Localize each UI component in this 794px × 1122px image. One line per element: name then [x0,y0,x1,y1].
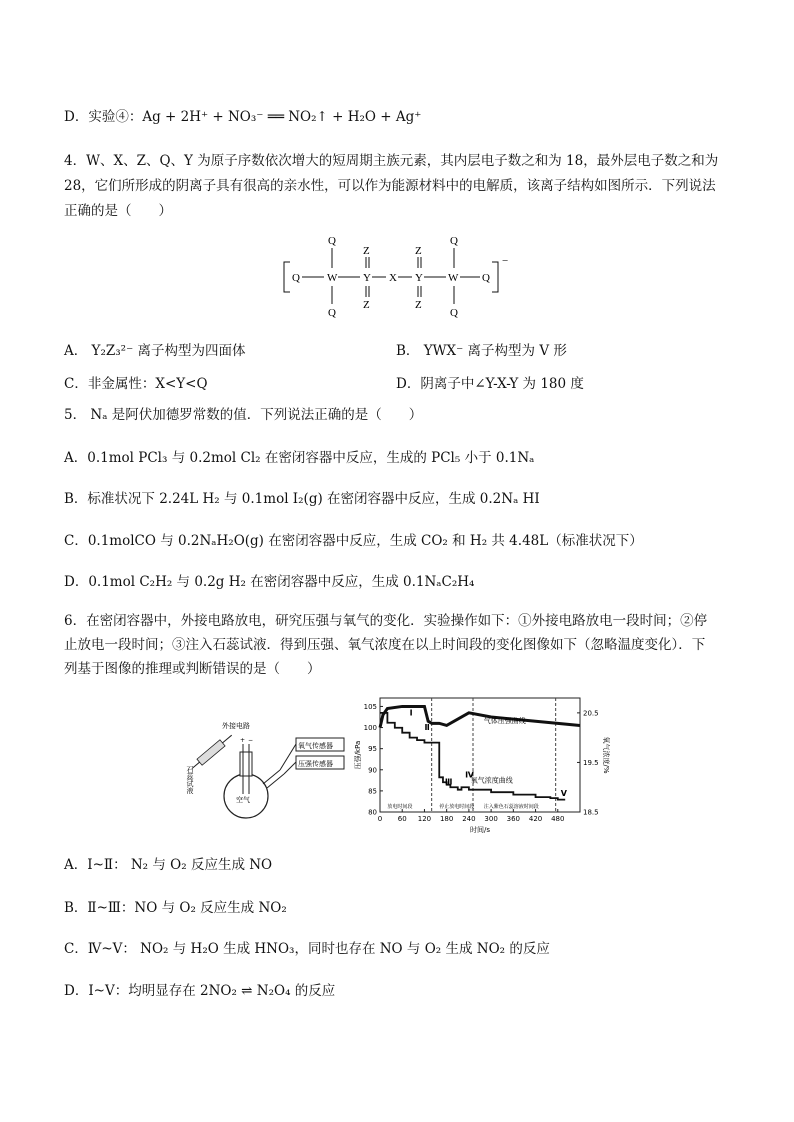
y-tick-label: 95 [368,745,377,754]
q4-option-b: B． YWX⁻ 离子构型为 V 形 [396,343,567,359]
q5-option-d: D．0.1mol C₂H₂ 与 0.2g H₂ 在密闭容器中反应，生成 0.1NₐC₂H₄ [64,574,475,590]
annotation-stop: 停止放电时间段 [439,804,475,810]
apparatus-figure [188,714,348,824]
svg-text:Q: Q [328,307,336,319]
pressure-sensor-label: 压强传感器 [298,760,333,768]
phase-label: Ⅱ [424,723,430,733]
charge-sign: − [502,255,509,267]
svg-text:Y: Y [415,272,423,284]
q4-option-c: C．非金属性：X<Y<Q [64,376,208,392]
x-tick-label: 240 [462,815,476,823]
y2-tick-label: 18.5 [583,808,599,817]
svg-text:Q: Q [328,235,336,247]
q6-stem-2: 止放电一段时间；③注入石蕊试液．得到压强、氧气浓度在以上时间段的变化图像如下（忽略温度变化）．下 [64,637,706,653]
y-tick-label: 105 [363,702,377,711]
svg-text:X: X [389,272,397,284]
q5-stem: 5． Nₐ 是阿伏加德罗常数的值．下列说法正确的是（ ） [64,407,423,423]
pressure-series-label: 气体压强曲线 [483,716,526,725]
air-label: 空气 [236,796,250,804]
svg-text:Z: Z [363,245,370,257]
y-tick-label: 80 [368,808,377,817]
x-axis-label: 时间/s [469,826,491,834]
x-tick-label: 420 [528,815,543,823]
y2-tick-label: 20.5 [583,709,599,718]
x-tick-label: 300 [484,815,498,823]
oxygen-series-label: 氧气浓度曲线 [470,776,513,785]
q4-stem-2: 28，它们所形成的阴离子具有很高的亲水性，可以作为能源材料中的电解质，该离子结构如图所示．下列说法 [64,178,716,194]
q4-option-d: D．阴离子中∠Y-X-Y 为 180 度 [396,376,584,392]
q4-stem-3: 正确的是（ ） [64,203,172,219]
svg-text:Y: Y [363,272,371,284]
reagent-label: 石蕊试液 [186,766,194,794]
q6-stem-3: 列基于图像的推理或判断错误的是（ ） [64,661,321,677]
x-tick-label: 360 [506,815,521,823]
y-tick-label: 100 [363,724,377,733]
q4-option-a: A． Y₂Z₃²⁻ 离子构型为四面体 [64,343,246,359]
y2-axis-label: 氧气浓度/% [602,736,610,774]
q6-option-c: C．Ⅳ~Ⅴ： NO₂ 与 H₂O 生成 HNO₃，同时也存在 NO 与 O₂ 生成 NO₂ 的反应 [64,941,550,957]
svg-text:Q: Q [292,272,300,284]
phase-label: Ⅰ [409,708,413,718]
svg-text:−: − [248,737,254,744]
main-chain [292,272,490,284]
q5-option-b: B．标准状况下 2.24L H₂ 与 0.1mol I₂(g) 在密闭容器中反应，生成 0.2Nₐ HI [64,491,540,507]
svg-text:W: W [448,272,459,284]
x-tick-label: 180 [439,815,454,823]
o2-sensor-label: 氧气传感器 [298,742,333,750]
svg-text:Q: Q [450,307,458,319]
phase-label: Ⅴ [560,789,567,799]
syringe-icon [189,732,234,772]
q6-option-d: D．Ⅰ~Ⅴ：均明显存在 2NO₂ ⇌ N₂O₄ 的反应 [64,983,336,999]
svg-text:Q: Q [482,272,490,284]
anion-structure-diagram [280,232,510,322]
pressure-oxygen-chart [352,690,612,840]
x-tick-label: 60 [397,815,407,823]
q5-option-c: C．0.1molCO 与 0.2NₐH₂O(g) 在密闭容器中反应，生成 CO₂ 和 H₂ 共 4.48L（标准状况下） [64,533,643,549]
q6-stem-1: 6．在密闭容器中，外接电路放电，研究压强与氧气的变化．实验操作如下：①外接电路放电一段时间；②停 [64,613,708,629]
svg-text:+: + [240,737,246,744]
svg-text:Q: Q [450,235,458,247]
annotation-discharge: 放电时间段 [387,804,413,810]
y2-tick-label: 19.5 [583,758,599,767]
phase-label: Ⅳ [465,770,474,780]
phase-label: Ⅲ [444,777,453,787]
y-axis-label: 压强/kPa [354,740,362,770]
q4-stem-1: 4．W、X、Z、Q、Y 为原子序数依次增大的短周期主族元素，其内层电子数之和为 18，最外层电子数之和为 [64,153,719,169]
x-tick-label: 0 [377,815,383,823]
svg-text:W: W [327,272,338,284]
q5-option-a: A．0.1mol PCl₃ 与 0.2mol Cl₂ 在密闭容器中反应，生成的 PCl₅ 小于 0.1Nₐ [64,450,535,466]
q6-option-a: A．Ⅰ~Ⅱ： N₂ 与 O₂ 反应生成 NO [64,857,273,873]
y-tick-label: 85 [368,787,377,796]
svg-text:Z: Z [363,299,370,311]
q3-option-d: D．实验④：Ag + 2H⁺ + NO₃⁻ ══ NO₂↑ + H₂O + Ag⁺ [64,109,422,125]
circuit-label: 外接电路 [222,722,250,730]
q6-option-b: B．Ⅱ~Ⅲ：NO 与 O₂ 反应生成 NO₂ [64,900,287,916]
svg-text:Z: Z [415,299,422,311]
annotation-litmus: 注入紫色石蕊溶液时间段 [483,804,539,810]
x-tick-label: 120 [417,815,432,823]
svg-text:Z: Z [415,245,422,257]
y-tick-label: 90 [368,766,377,775]
x-tick-label: 480 [551,815,565,823]
